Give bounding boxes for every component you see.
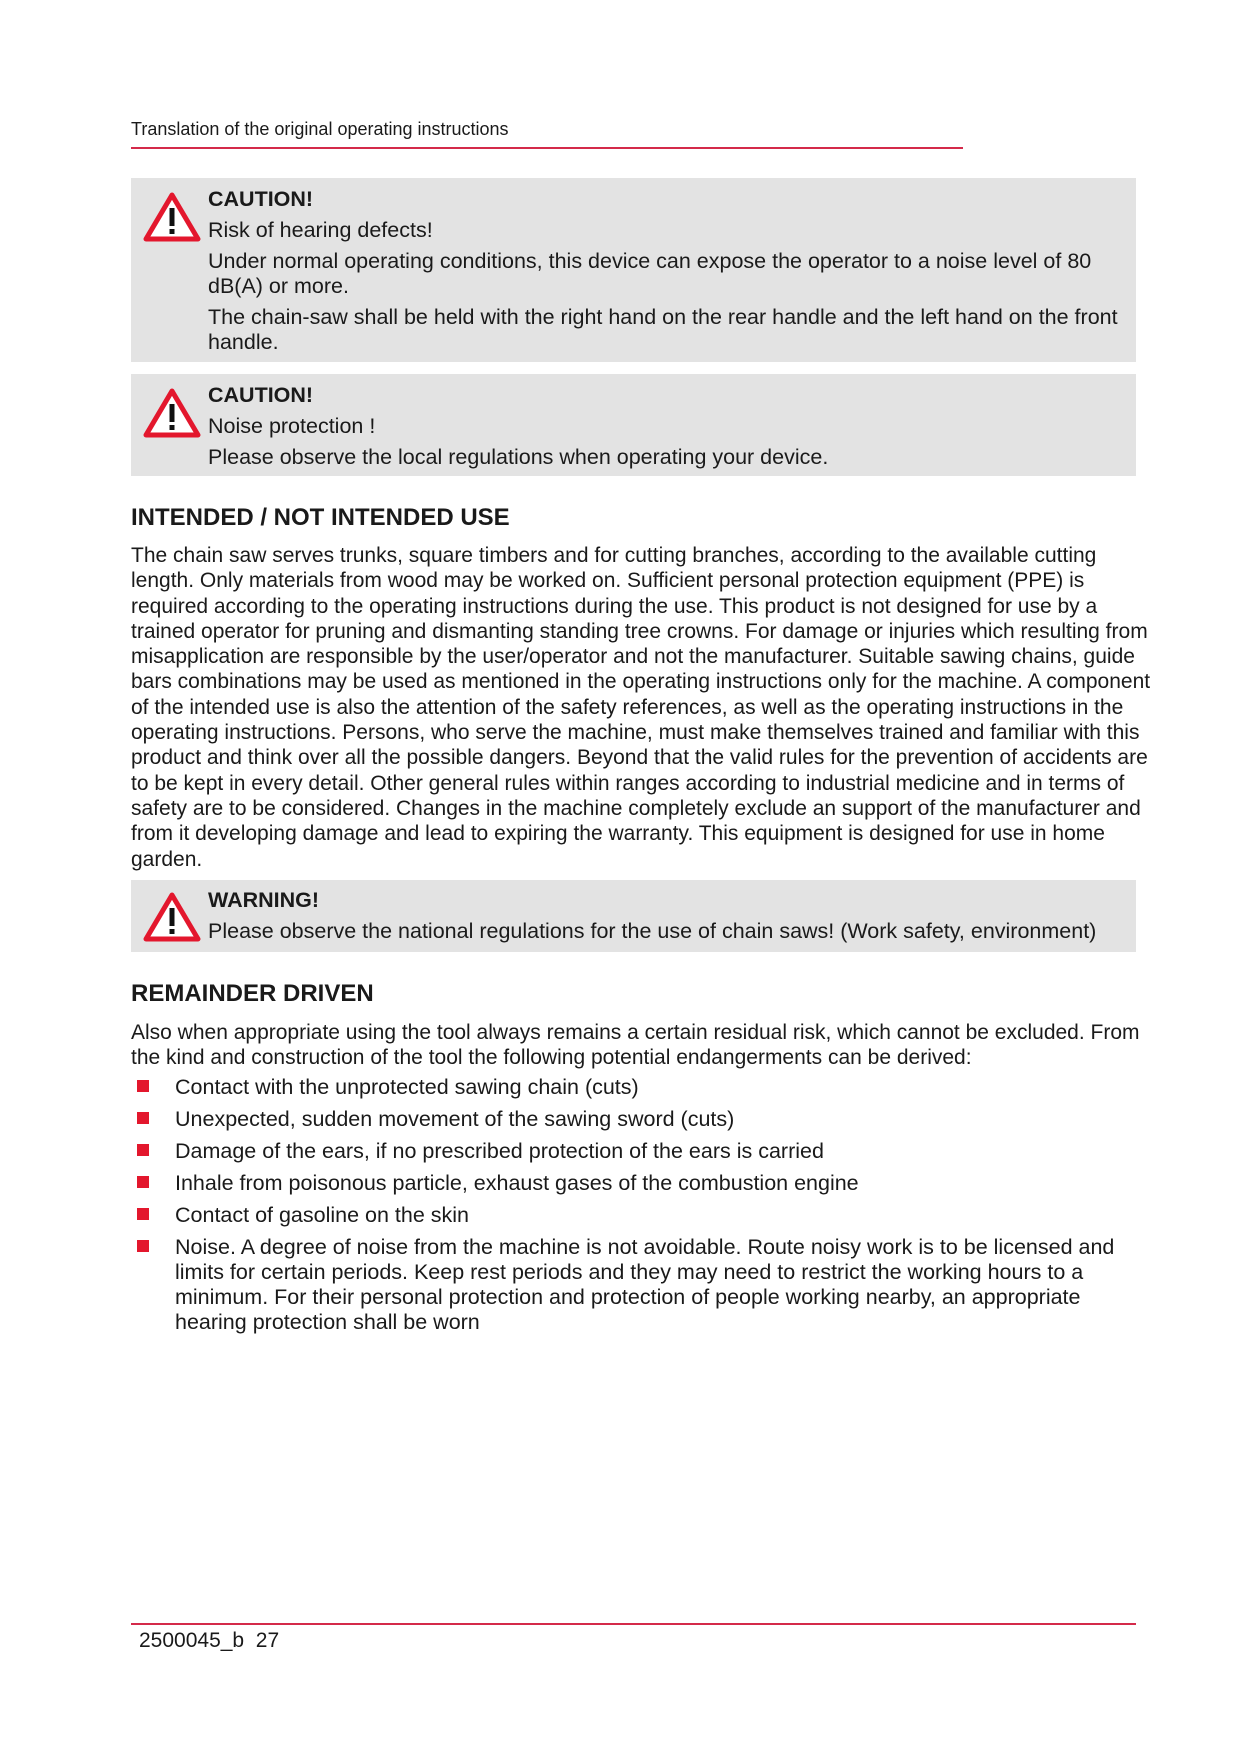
page-number: 27 (255, 1629, 280, 1652)
notice-line: The chain-saw shall be held with the right hand on the rear handle and the left hand on the front handle. (208, 305, 1118, 354)
document-number: 2500045_b (139, 1629, 245, 1652)
footer-divider (131, 1623, 1136, 1625)
notice-line: Noise protection ! (208, 414, 376, 438)
red-square-bullet-icon (137, 1112, 149, 1124)
residual-risk-list (131, 1075, 1141, 1342)
warning-triangle-icon (143, 891, 201, 943)
red-square-bullet-icon (137, 1176, 149, 1188)
warning-notice-national-regulations (131, 880, 1136, 952)
caution-notice-hearing (131, 178, 1136, 362)
notice-title: WARNING! (208, 888, 320, 912)
list-item: Contact with the unprotected sawing chain (cuts) (131, 1075, 1141, 1100)
notice-line: Under normal operating conditions, this device can expose the operator to a noise level of 80 dB(A) or more. (208, 249, 1092, 298)
page-header: Translation of the original operating instructions (131, 119, 509, 139)
list-item: Noise. A degree of noise from the machine is not avoidable. Route noisy work is to be licensed and limits for certain periods. Keep rest periods and they may need to restrict the working hours to a minimum. For their personal protection and protection of people working nearby, an appropriate hearing protection shall be worn (131, 1235, 1141, 1335)
red-square-bullet-icon (137, 1240, 149, 1252)
section-heading-intended-use: INTENDED / NOT INTENDED USE (131, 504, 510, 531)
remainder-intro: Also when appropriate using the tool always remains a certain residual risk, which cannot be excluded. From the kind and construction of the tool the following potential endangerments can be derived: (131, 1021, 1140, 1070)
notice-line: Risk of hearing defects! (208, 218, 433, 242)
warning-triangle-icon (143, 191, 201, 243)
caution-notice-noise (131, 374, 1136, 476)
red-square-bullet-icon (137, 1144, 149, 1156)
notice-line: Please observe the national regulations for the use of chain saws! (Work safety, environment) (208, 919, 1097, 943)
header-divider (131, 147, 963, 149)
list-item: Contact of gasoline on the skin (131, 1203, 1141, 1228)
notice-line: Please observe the local regulations when operating your device. (208, 445, 829, 469)
page-footer (139, 1629, 279, 1653)
list-item: Unexpected, sudden movement of the sawing sword (cuts) (131, 1107, 1141, 1132)
red-square-bullet-icon (137, 1208, 149, 1220)
notice-title: CAUTION! (208, 383, 314, 407)
intended-use-paragraph: The chain saw serves trunks, square timbers and for cutting branches, according to the available cutting length. Only materials from wood may be worked on. Sufficient personal protection equipment (PPE) is required according to the operating instructions during the use. This product is not designed for use by a trained operator for pruning and dismanting standing tree crowns. For damage or injuries which resulting from misapplication are responsible by the user/operator and not the manufacturer. Suitable sawing chains, guide bars combinations may be used as mentioned in the operating instructions only for the machine. A component of the intended use is also the attention of the safety references, as well as the operating instructions in the operating instructions. Persons, who serve the machine, must make themselves trained and familiar with this product and think over all the possible dangers. Beyond that the valid rules for the prevention of accidents are to be kept in every detail. Other general rules within ranges according to industrial medicine and in terms of safety are to be considered. Changes in the machine completely exclude an support of the manufacturer and from it developing damage and lead to expiring the warranty. This equipment is designed for use in home garden. (131, 544, 1151, 871)
list-item: Damage of the ears, if no prescribed protection of the ears is carried (131, 1139, 1141, 1164)
notice-title: CAUTION! (208, 187, 314, 211)
section-heading-remainder: REMAINDER DRIVEN (131, 980, 374, 1007)
warning-triangle-icon (143, 387, 201, 439)
red-square-bullet-icon (137, 1080, 149, 1092)
list-item: Inhale from poisonous particle, exhaust gases of the combustion engine (131, 1171, 1141, 1196)
